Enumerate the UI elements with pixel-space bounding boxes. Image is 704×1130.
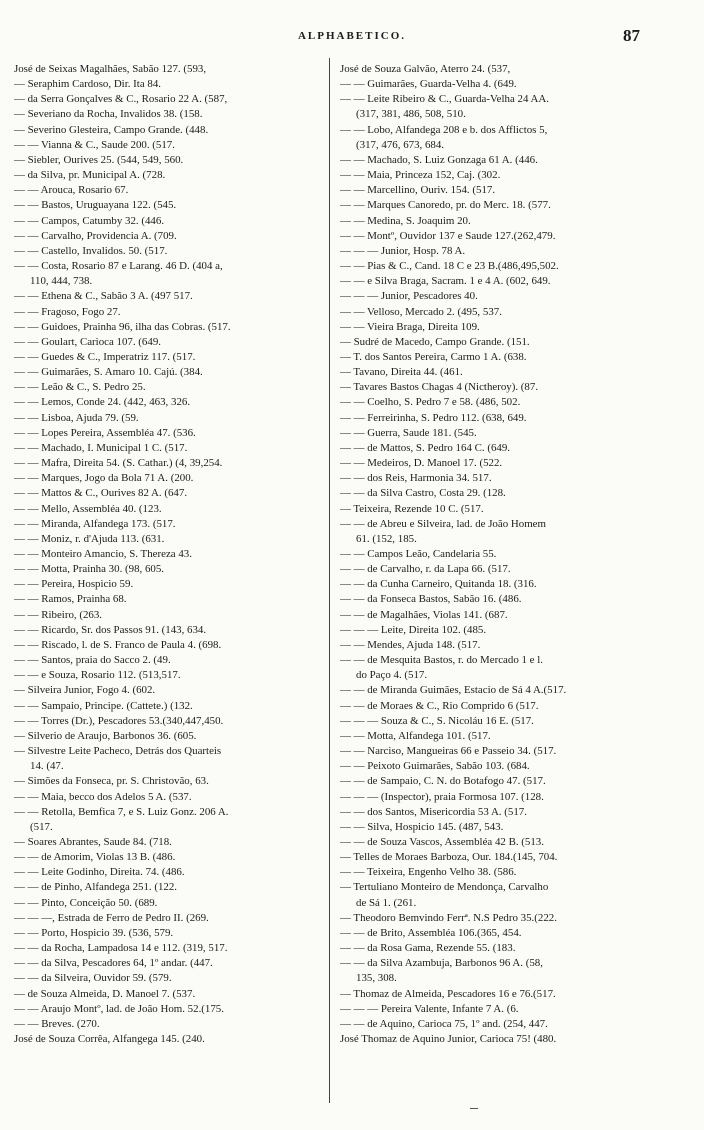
directory-entry: — — da Fonseca Bastos, Sabão 16. (486. <box>340 593 522 606</box>
directory-entry: — — Marques Canoredo, pr. do Merc. 18. (577. <box>340 199 551 212</box>
directory-entry: — — da Silva Castro, Costa 29. (128. <box>340 487 506 500</box>
directory-entry: — — de Sampaio, C. N. do Botafogo 47. (517. <box>340 775 546 788</box>
directory-entry: — — Mendes, Ajuda 148. (517. <box>340 638 481 651</box>
directory-entry: — — Machado, S. Luiz Gonzaga 61 A. (446. <box>340 153 538 166</box>
directory-entry: — Silverio de Araujo, Barbonos 36. (605. <box>14 729 197 742</box>
directory-entry: — — Montº, Ouvidor 137 e Saude 127.(262,479. <box>340 229 556 242</box>
directory-entry: — T. dos Santos Pereira, Carmo 1 A. (638. <box>340 350 527 363</box>
directory-entry: — — — Junior, Pescadores 40. <box>340 290 478 303</box>
directory-entry: — — Moniz, r. d'Ajuda 113. (631. <box>14 532 165 545</box>
directory-entry: — — Mello, Assembléa 40. (123. <box>14 502 162 515</box>
directory-entry: — — — Souza & C., S. Nicoláu 16 E. (517. <box>340 714 534 727</box>
directory-entry: — — —, Estrada de Ferro de Pedro II. (269. <box>14 911 209 924</box>
directory-entry: — — de Abreu e Silveira, lad. de João Homem <box>340 517 546 530</box>
directory-entry: (317, 476, 673, 684. <box>356 138 445 151</box>
directory-entry: — — Ribeiro, (263. <box>14 608 103 621</box>
directory-entry: — — Lobo, Alfandega 208 e b. dos Afflictos 5, <box>340 123 548 136</box>
directory-entry: — — dos Reis, Harmonia 34. 517. <box>340 472 492 485</box>
directory-entry: de Sá 1. (261. <box>356 896 417 909</box>
directory-entry: — — — Leite, Direita 102. (485. <box>340 623 487 636</box>
directory-entry: — Telles de Moraes Barboza, Our. 184.(145, 704. <box>340 851 558 864</box>
directory-entry: — — Mafra, Direita 54. (S. Cathar.) (4, 39,254. <box>14 457 223 470</box>
directory-entry: — — Lemos, Conde 24. (442, 463, 326. <box>14 396 191 409</box>
directory-entry: — Severiano da Rocha, Invalidos 38. (158. <box>14 108 203 121</box>
directory-entry: — de Souza Almeida, D. Manoel 7. (537. <box>14 987 196 1000</box>
directory-entry: — — Pias & C., Cand. 18 C e 23 B.(486,495,502. <box>340 260 559 273</box>
directory-entry: — Tertuliano Monteiro de Mendonça, Carvalho <box>340 881 549 894</box>
directory-entry: — — Guedes & C., Imperatriz 117. (517. <box>14 350 196 363</box>
directory-entry: — — Arouca, Rosario 67. <box>14 184 129 197</box>
directory-entry: — Soares Abrantes, Saude 84. (718. <box>14 835 172 848</box>
directory-entry: — — Monteiro Amancio, S. Thereza 43. <box>14 548 192 560</box>
running-title: ALPHABETICO. <box>297 30 407 42</box>
directory-entry: — Seraphim Cardoso, Dir. Ita 84. <box>14 78 162 91</box>
directory-entry: (517. <box>30 820 53 833</box>
directory-entry: José de Souza Corrêa, Alfangega 145. (240. <box>14 1033 205 1045</box>
directory-entry: — — de Mesquita Bastos, r. do Mercado 1 e l. <box>340 654 543 667</box>
directory-entry: — — Lisboa, Ajuda 79. (59. <box>14 411 139 424</box>
directory-entry: — — Campos Leão, Candelaria 55. <box>340 548 497 560</box>
directory-entry: — — Leite Ribeiro & C., Guarda-Velha 24 AA. <box>340 93 549 106</box>
directory-entry: — Teixeira, Rezende 10 C. (517. <box>340 502 484 515</box>
directory-entry: — — Marcellino, Ouriv. 154. (517. <box>340 184 496 197</box>
directory-entry: — — Pereira, Hospicio 59. <box>14 578 134 591</box>
directory-entry: — — Campos, Catumby 32. (446. <box>14 214 165 227</box>
directory-entry: — Thomaz de Almeida, Pescadores 16 e 76.(517. <box>340 987 556 1000</box>
directory-entry: — — Silva, Hospicio 145. (487, 543. <box>340 820 504 833</box>
right-column <box>340 62 686 1047</box>
directory-entry: — — Peixoto Guimarães, Sabão 103. (684. <box>340 760 530 773</box>
directory-entry: — — de Brito, Assembléa 106.(365, 454. <box>340 926 522 939</box>
footer-mark <box>470 1108 478 1109</box>
directory-entry: — — Retolla, Bemfica 7, e S. Luiz Gonz. 206 A. <box>14 805 229 818</box>
directory-entry: — — Fragoso, Fogo 27. <box>14 305 121 318</box>
directory-entry: — — Velloso, Mercado 2. (495, 537. <box>340 305 502 318</box>
directory-entry: — — Bastos, Uruguayana 122. (545. <box>14 199 177 212</box>
directory-entry: — — Ferreirinha, S. Pedro 112. (638, 649. <box>340 411 527 424</box>
directory-entry: — Severino Glesteira, Campo Grande. (448. <box>14 123 209 136</box>
directory-entry: — — — Pereira Valente, Infante 7 A. (6. <box>340 1002 519 1015</box>
directory-entry: — — Ethena & C., Sabão 3 A. (497 517. <box>14 290 193 303</box>
directory-entry: — — Motta, Alfandega 101. (517. <box>340 729 491 742</box>
directory-entry: — — dos Santos, Misericordia 53 A. (517. <box>340 805 527 818</box>
directory-entry: — — Ramos, Prainha 68. <box>14 593 127 606</box>
directory-entry: — Silvestre Leite Pacheco, Detrás dos Quarteis <box>14 745 222 758</box>
directory-entry: — — de Carvalho, r. da Lapa 66. (517. <box>340 563 511 576</box>
directory-entry: — — Ricardo, Sr. dos Passos 91. (143, 634. <box>14 623 207 636</box>
directory-entry: — Siebler, Ourives 25. (544, 549, 560. <box>14 153 184 166</box>
directory-entry: — — Medina, S. Joaquim 20. <box>340 214 471 227</box>
directory-entry: — Sudré de Macedo, Campo Grande. (151. <box>340 335 530 348</box>
column-divider <box>329 58 330 1103</box>
directory-entry: — — Riscado, l. de S. Franco de Paula 4. (698. <box>14 638 222 651</box>
directory-entry: — — Guerra, Saude 181. (545. <box>340 426 477 439</box>
directory-entry: — — de Pinho, Alfandega 251. (122. <box>14 881 178 894</box>
directory-entry: — — de Moraes & C., Rio Comprido 6 (517. <box>340 699 539 712</box>
directory-entry: — — e Silva Braga, Sacram. 1 e 4 A. (602, 649. <box>340 275 551 288</box>
directory-entry: — — de Souza Vascos, Assembléa 42 B. (513. <box>340 835 544 848</box>
directory-entry: — da Silva, pr. Municipal A. (728. <box>14 169 166 182</box>
directory-entry: — — de Miranda Guimães, Estacio de Sá 4 A.(517. <box>340 684 567 697</box>
directory-entry: — — Castello, Invalidos. 50. (517. <box>14 244 168 257</box>
directory-entry: — — Miranda, Alfandega 173. (517. <box>14 517 176 530</box>
directory-entry: (317, 381, 486, 508, 510. <box>356 108 466 121</box>
directory-entry: — — de Amorim, Violas 13 B. (486. <box>14 851 176 864</box>
directory-entry: — — Santos, praia do Sacco 2. (49. <box>14 654 171 667</box>
directory-entry: — Silveira Junior, Fogo 4. (602. <box>14 684 156 697</box>
directory-entry: — — — (Inspector), praia Formosa 107. (128. <box>340 790 544 803</box>
directory-entry: — — Guimarães, Guarda-Velha 4. (649. <box>340 78 517 91</box>
directory-entry: — — Torres (Dr.), Pescadores 53.(340,447,450. <box>14 714 224 727</box>
directory-entry: — — Araujo Montº, lad. de João Hom. 52.(175. <box>14 1002 224 1015</box>
directory-entry: — — Maia, Princeza 152, Caj. (302. <box>340 169 501 182</box>
directory-entry: — — Machado, I. Municipal 1 C. (517. <box>14 441 188 454</box>
directory-entry: — Tavano, Direita 44. (461. <box>340 366 463 379</box>
left-column <box>14 62 326 1047</box>
directory-entry: do Paço 4. (517. <box>356 669 428 682</box>
page-header <box>0 26 704 50</box>
directory-entry: — da Serra Gonçalves & C., Rosario 22 A. (587, <box>14 93 228 106</box>
directory-entry: 110, 444, 738. <box>30 275 93 288</box>
directory-entry: — — de Magalhães, Violas 141. (687. <box>340 608 508 621</box>
directory-entry: — — Sampaio, Principe. (Cattete.) (132. <box>14 699 193 712</box>
directory-entry: — — Vieira Braga, Direita 109. <box>340 320 480 333</box>
directory-entry: — Simões da Fonseca, pr. S. Christovão, 63. <box>14 775 209 788</box>
directory-entry: — — da Cunha Carneiro, Quitanda 18. (316. <box>340 578 537 591</box>
page-number: 87 <box>623 26 640 45</box>
directory-entry: — — Motta, Prainha 30. (98, 605. <box>14 563 165 576</box>
directory-entry: — — Leite Godinho, Direita. 74. (486. <box>14 866 185 879</box>
directory-entry: 135, 308. <box>356 972 397 985</box>
directory-entry: — — Mattos & C., Ourives 82 A. (647. <box>14 487 188 500</box>
directory-entry: — — Guidoes, Prainha 96, ilha das Cobras. (517. <box>14 320 231 333</box>
directory-entry: — — Carvalho, Providencia A. (709. <box>14 229 177 242</box>
directory-entry: — — Lopes Pereira, Assembléa 47. (536. <box>14 426 196 439</box>
directory-entry: — — Vianna & C., Saude 200. (517. <box>14 138 175 151</box>
directory-entry: — Tavares Bastos Chagas 4 (Nictheroy). (87. <box>340 381 539 394</box>
directory-entry: — — Costa, Rosario 87 e Larang. 46 D. (404 a, <box>14 260 223 273</box>
directory-entry: — — Teixeira, Engenho Velho 38. (586. <box>340 866 517 879</box>
directory-entry: — — Breves. (270. <box>14 1017 100 1030</box>
directory-entry: — — Coelho, S. Pedro 7 e 58. (486, 502. <box>340 396 521 409</box>
directory-entry: — — da Silva, Pescadores 64, 1º andar. (447. <box>14 957 213 970</box>
directory-entry: José Thomaz de Aquino Junior, Carioca 75! (480. <box>340 1033 557 1045</box>
directory-entry: José de Souza Galvão, Aterro 24. (537, <box>340 63 511 75</box>
directory-entry: — — Maia, becco dos Adelos 5 A. (537. <box>14 790 192 803</box>
directory-entry: — — e Souza, Rosario 112. (513,517. <box>14 669 181 682</box>
directory-entry: — — Goulart, Carioca 107. (649. <box>14 335 161 348</box>
directory-entry: — — Porto, Hospicio 39. (536, 579. <box>14 926 174 939</box>
directory-entry: — — Medeiros, D. Manoel 17. (522. <box>340 457 503 470</box>
directory-entry: 61. (152, 185. <box>356 532 417 545</box>
directory-entry: — Theodoro Bemvindo Ferrª. N.S Pedro 35.(222. <box>340 911 557 924</box>
directory-entry: — — Guimarães, S. Amaro 10. Cajú. (384. <box>14 366 203 379</box>
directory-entry: — — — Junior, Hosp. 78 A. <box>340 244 466 257</box>
directory-entry: 14. (47. <box>30 760 64 773</box>
directory-entry: — — Marques, Jogo da Bola 71 A. (200. <box>14 472 194 485</box>
directory-entry: — — da Silva Azambuja, Barbonos 96 A. (58, <box>340 957 543 970</box>
directory-entry: — — da Silveira, Ouvidor 59. (579. <box>14 972 172 985</box>
directory-entry: — — Leão & C., S. Pedro 25. <box>14 381 146 394</box>
directory-entry: — — da Rosa Gama, Rezende 55. (183. <box>340 942 516 955</box>
directory-entry: — — Narciso, Mangueiras 66 e Passeio 34. (517. <box>340 745 557 758</box>
directory-entry: José de Seixas Magalhães, Sabão 127. (593, <box>14 63 207 75</box>
directory-entry: — — da Rocha, Lampadosa 14 e 112. (319, 517. <box>14 942 228 955</box>
directory-entry: — — de Aquino, Carioca 75, 1º and. (254, 447. <box>340 1017 548 1030</box>
directory-entry: — — de Mattos, S. Pedro 164 C. (649. <box>340 441 511 454</box>
directory-entry: — — Pinto, Conceição 50. (689. <box>14 896 158 909</box>
